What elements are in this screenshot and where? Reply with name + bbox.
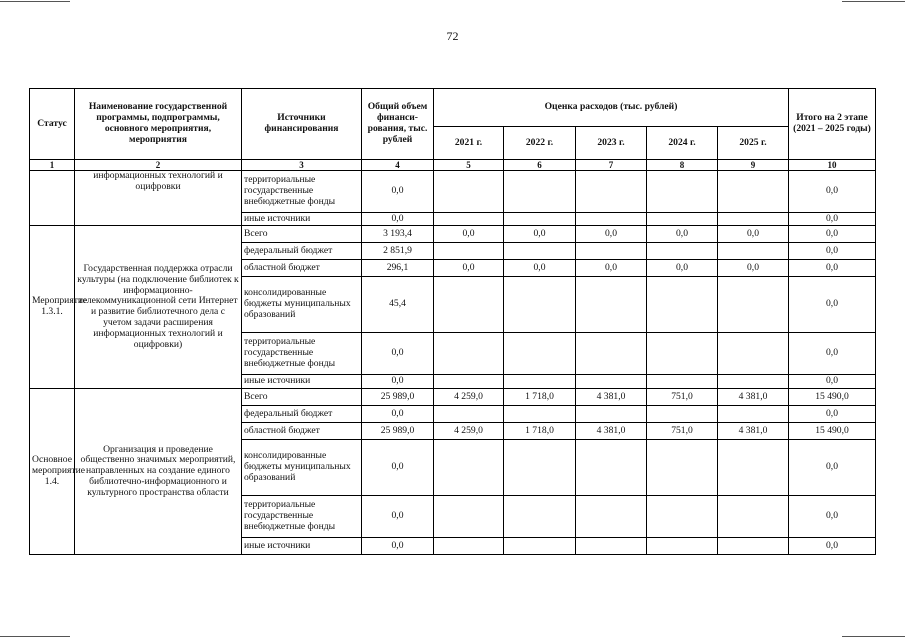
itogo-cell: 15 490,0: [789, 389, 876, 406]
year-value-cell: [718, 333, 789, 375]
source-cell: территориальные государственные внебюджетные фонды: [242, 171, 362, 213]
total-cell: 0,0: [362, 375, 434, 389]
year-value-cell: 0,0: [504, 226, 576, 243]
year-value-cell: [576, 375, 647, 389]
status-cell: [30, 171, 75, 226]
header-year: 2021 г.: [434, 127, 504, 160]
header-name: Наименование государственной программы, подпрограммы, основного мероприятия, мероприятия: [75, 89, 242, 160]
year-value-cell: [718, 538, 789, 555]
year-value-cell: [504, 213, 576, 226]
total-cell: 45,4: [362, 277, 434, 333]
year-value-cell: [576, 406, 647, 423]
year-value-cell: [718, 406, 789, 423]
year-value-cell: [576, 277, 647, 333]
year-value-cell: [434, 406, 504, 423]
header-total-volume: Общий объем финанси-рования, тыс. рублей: [362, 89, 434, 160]
year-value-cell: [504, 243, 576, 260]
status-cell: Мероприятие 1.3.1.: [30, 226, 75, 389]
year-value-cell: [647, 406, 718, 423]
source-cell: Всего: [242, 389, 362, 406]
itogo-cell: 0,0: [789, 260, 876, 277]
source-cell: Всего: [242, 226, 362, 243]
itogo-cell: 0,0: [789, 277, 876, 333]
total-cell: 0,0: [362, 406, 434, 423]
source-cell: федеральный бюджет: [242, 243, 362, 260]
year-value-cell: [504, 440, 576, 496]
year-value-cell: [504, 406, 576, 423]
total-cell: 0,0: [362, 440, 434, 496]
year-value-cell: 1 718,0: [504, 389, 576, 406]
column-number: 1: [30, 160, 75, 171]
source-cell: консолидированные бюджеты муниципальных образований: [242, 440, 362, 496]
year-value-cell: [434, 277, 504, 333]
year-value-cell: [718, 213, 789, 226]
year-value-cell: [504, 171, 576, 213]
year-value-cell: [504, 333, 576, 375]
year-value-cell: 4 381,0: [576, 423, 647, 440]
table-row: [30, 389, 876, 406]
year-value-cell: 0,0: [718, 260, 789, 277]
year-value-cell: [504, 277, 576, 333]
header-itogo: Итого на 2 этапе (2021 – 2025 годы): [789, 89, 876, 160]
year-value-cell: 0,0: [434, 260, 504, 277]
header-row: [30, 89, 876, 127]
year-value-cell: [504, 496, 576, 538]
budget-table: [29, 88, 876, 555]
total-cell: 0,0: [362, 213, 434, 226]
source-cell: иные источники: [242, 538, 362, 555]
header-year: 2025 г.: [718, 127, 789, 160]
itogo-cell: 0,0: [789, 226, 876, 243]
year-value-cell: 751,0: [647, 423, 718, 440]
year-value-cell: [434, 243, 504, 260]
year-value-cell: [576, 496, 647, 538]
year-value-cell: [576, 171, 647, 213]
year-value-cell: [647, 538, 718, 555]
source-cell: территориальные государственные внебюджетные фонды: [242, 333, 362, 375]
year-value-cell: 4 259,0: [434, 389, 504, 406]
year-value-cell: [647, 496, 718, 538]
column-number: 7: [576, 160, 647, 171]
header-sources: Источники финансирования: [242, 89, 362, 160]
column-number: 9: [718, 160, 789, 171]
year-value-cell: 0,0: [647, 260, 718, 277]
year-value-cell: [647, 333, 718, 375]
header-estimate: Оценка расходов (тыс. рублей): [434, 89, 789, 127]
year-value-cell: [434, 213, 504, 226]
year-value-cell: [718, 171, 789, 213]
year-value-cell: 0,0: [434, 226, 504, 243]
total-cell: 2 851,9: [362, 243, 434, 260]
year-value-cell: 0,0: [576, 226, 647, 243]
year-value-cell: [504, 375, 576, 389]
year-value-cell: 751,0: [647, 389, 718, 406]
itogo-cell: 0,0: [789, 333, 876, 375]
year-value-cell: [718, 375, 789, 389]
year-value-cell: [434, 496, 504, 538]
total-cell: 3 193,4: [362, 226, 434, 243]
year-value-cell: [647, 171, 718, 213]
year-value-cell: [434, 440, 504, 496]
year-value-cell: [718, 496, 789, 538]
column-number: 4: [362, 160, 434, 171]
year-value-cell: 4 381,0: [576, 389, 647, 406]
source-cell: областной бюджет: [242, 423, 362, 440]
year-value-cell: [576, 213, 647, 226]
year-value-cell: [718, 243, 789, 260]
name-cell: информационных технологий и оцифровки: [75, 171, 242, 226]
source-cell: иные источники: [242, 213, 362, 226]
year-value-cell: 0,0: [718, 226, 789, 243]
year-value-cell: [576, 538, 647, 555]
itogo-cell: 0,0: [789, 171, 876, 213]
itogo-cell: 0,0: [789, 496, 876, 538]
year-value-cell: [576, 440, 647, 496]
table-row: [30, 226, 876, 243]
year-value-cell: [434, 538, 504, 555]
itogo-cell: 0,0: [789, 440, 876, 496]
total-cell: 296,1: [362, 260, 434, 277]
year-value-cell: 0,0: [576, 260, 647, 277]
year-value-cell: 4 259,0: [434, 423, 504, 440]
year-value-cell: 4 381,0: [718, 389, 789, 406]
total-cell: 0,0: [362, 333, 434, 375]
itogo-cell: 0,0: [789, 243, 876, 260]
year-value-cell: [576, 243, 647, 260]
column-number: 10: [789, 160, 876, 171]
column-number: 8: [647, 160, 718, 171]
year-value-cell: [647, 243, 718, 260]
year-value-cell: [647, 277, 718, 333]
year-value-cell: [647, 440, 718, 496]
itogo-cell: 0,0: [789, 213, 876, 226]
year-value-cell: [576, 333, 647, 375]
column-number: 6: [504, 160, 576, 171]
itogo-cell: 0,0: [789, 375, 876, 389]
scan-edge-top-left: [0, 1, 70, 2]
total-cell: 25 989,0: [362, 423, 434, 440]
total-cell: 0,0: [362, 496, 434, 538]
column-number: 2: [75, 160, 242, 171]
status-cell: Основное мероприятие 1.4.: [30, 389, 75, 555]
year-value-cell: [718, 440, 789, 496]
itogo-cell: 0,0: [789, 538, 876, 555]
total-cell: 0,0: [362, 538, 434, 555]
source-cell: консолидированные бюджеты муниципальных образований: [242, 277, 362, 333]
table-row: [30, 171, 876, 213]
year-value-cell: [434, 333, 504, 375]
column-number: 5: [434, 160, 504, 171]
column-number-row: [30, 160, 876, 171]
header-year: 2023 г.: [576, 127, 647, 160]
source-cell: территориальные государственные внебюджетные фонды: [242, 496, 362, 538]
column-number: 3: [242, 160, 362, 171]
header-year: 2024 г.: [647, 127, 718, 160]
year-value-cell: 0,0: [647, 226, 718, 243]
year-value-cell: [647, 375, 718, 389]
name-cell: Государственная поддержка отрасли культуры (на подключение библиотек к информационно-телекоммуникационной сети Интернет и развитие библиотечного дела с учетом задачи расширения информационных технологий и оцифровки): [75, 226, 242, 389]
header-status: Статус: [30, 89, 75, 160]
source-cell: иные источники: [242, 375, 362, 389]
scan-edge-bottom-left: [0, 636, 70, 637]
itogo-cell: 0,0: [789, 406, 876, 423]
header-year: 2022 г.: [504, 127, 576, 160]
year-value-cell: [504, 538, 576, 555]
year-value-cell: [434, 375, 504, 389]
page-number: 72: [446, 29, 459, 43]
year-value-cell: 1 718,0: [504, 423, 576, 440]
table-body: [30, 160, 876, 555]
year-value-cell: 4 381,0: [718, 423, 789, 440]
itogo-cell: 15 490,0: [789, 423, 876, 440]
scan-edge-bottom-right: [842, 636, 905, 637]
source-cell: областной бюджет: [242, 260, 362, 277]
year-value-cell: 0,0: [504, 260, 576, 277]
total-cell: 0,0: [362, 171, 434, 213]
year-value-cell: [434, 171, 504, 213]
scan-edge-top-right: [842, 1, 905, 2]
source-cell: федеральный бюджет: [242, 406, 362, 423]
name-cell: Организация и проведение общественно значимых мероприятий, направленных на создание единого библиотечно-информационного и культурного пространства области: [75, 389, 242, 555]
total-cell: 25 989,0: [362, 389, 434, 406]
year-value-cell: [647, 213, 718, 226]
year-value-cell: [718, 277, 789, 333]
